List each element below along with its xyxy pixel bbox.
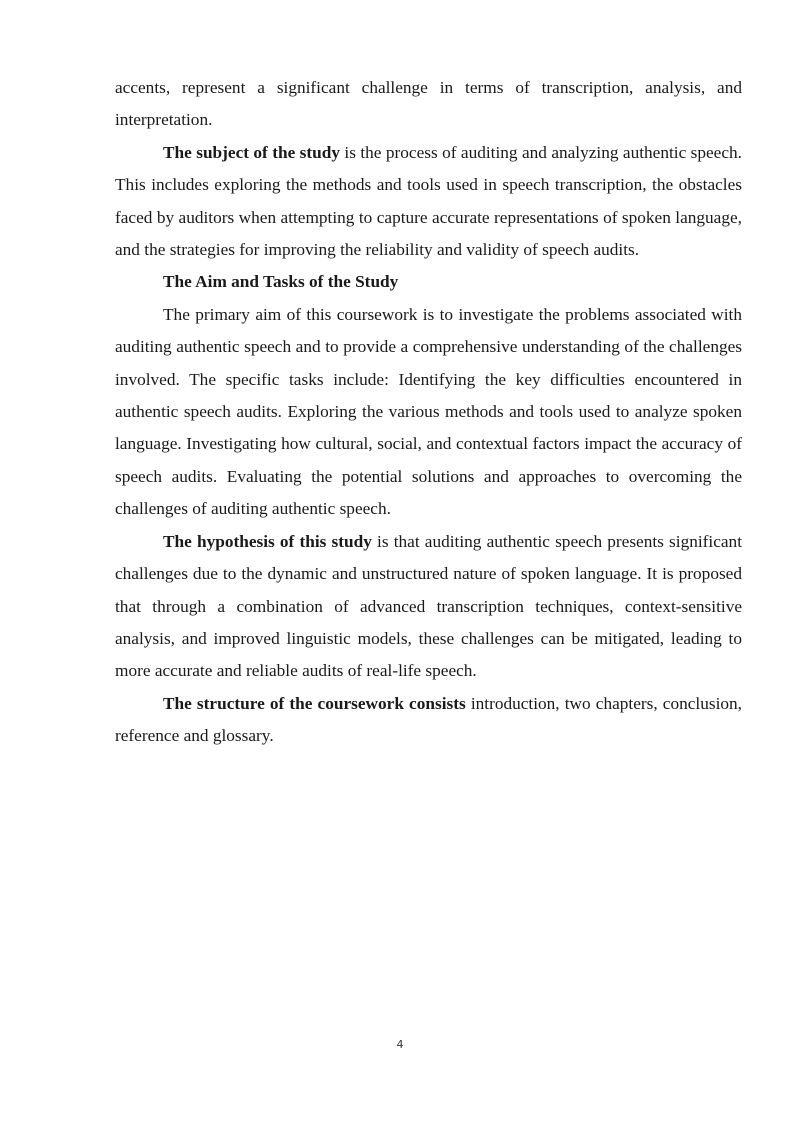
paragraph-subject-of-study — [115, 137, 742, 267]
paragraph-aim-and-tasks — [115, 299, 742, 526]
paragraph-lead: The structure of the coursework consists — [163, 693, 466, 713]
paragraph-text: is the process of auditing and analyzing authentic speech. This includes exploring the methods and tools used in speech transcription, the obstacles faced by auditors when attempting to capture accurate representations of spoken language, and the strategies for improving the reliability and validity of speech audits. — [115, 142, 742, 260]
paragraph-text: accents, represent a significant challenge in terms of transcription, analysis, and interpretation. — [115, 78, 742, 130]
paragraph-lead: The hypothesis of this study — [163, 531, 372, 551]
paragraph-text: introduction, two chapters, conclusion, reference and glossary. — [115, 693, 742, 746]
paragraph-continuation — [115, 72, 742, 137]
document-body — [115, 72, 742, 753]
paragraph-structure — [115, 688, 742, 753]
section-heading-aim-and-tasks: The Aim and Tasks of the Study — [163, 272, 399, 292]
page-number: 4 — [396, 1038, 404, 1051]
paragraph-hypothesis — [115, 526, 742, 688]
paragraph-text: is that auditing authentic speech presents significant challenges due to the dynamic and unstructured nature of spoken language. It is proposed that through a combination of advanced transcription techniques, context-sensitive analysis, and improved linguistic models, these challenges can be mitigated, leading to more accurate and reliable audits of real-life speech. — [115, 531, 742, 681]
paragraph-lead: The subject of the study — [163, 142, 341, 162]
paragraph-text: The primary aim of this coursework is to investigate the problems associated with auditing authentic speech and to provide a comprehensive understanding of the challenges involved. The specific tasks include: Identifying the key difficulties encountered in authentic speech audits. Exploring the various methods and tools used to analyze spoken language. Investigating how cultural, social, and contextual factors impact the accuracy of speech audits. Evaluating the potential solutions and approaches to overcoming the challenges of auditing authentic speech. — [115, 304, 742, 519]
